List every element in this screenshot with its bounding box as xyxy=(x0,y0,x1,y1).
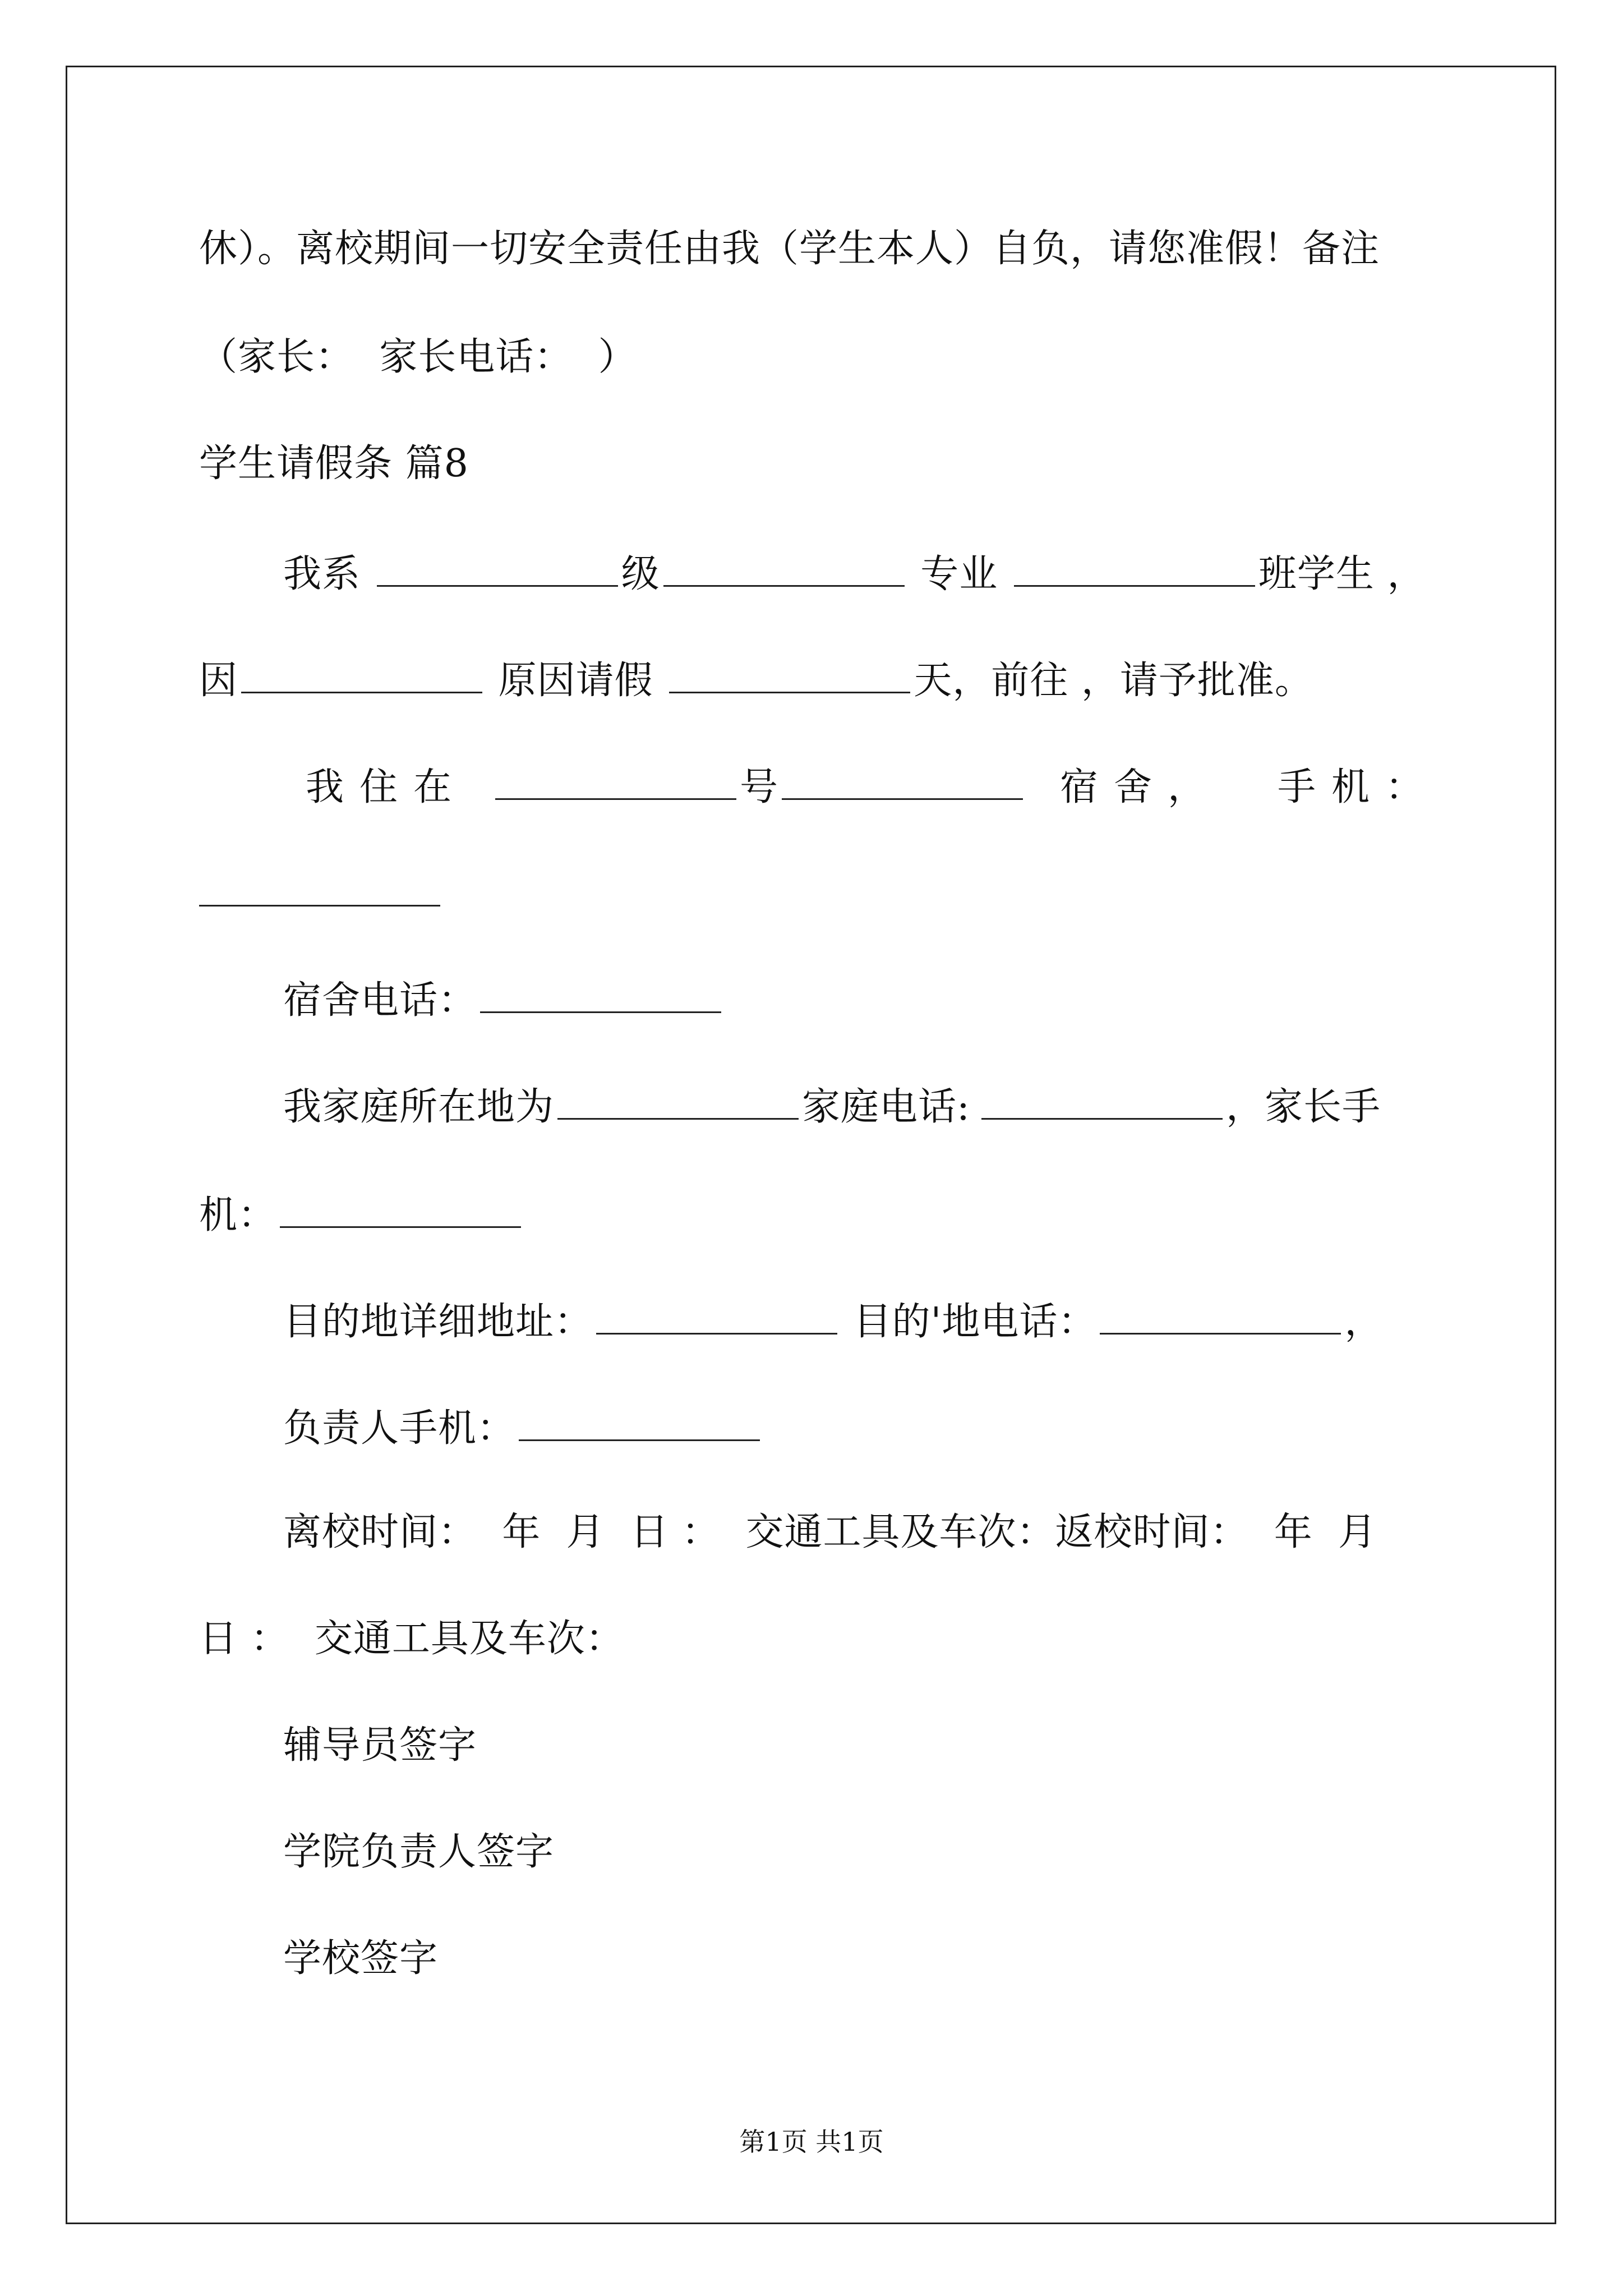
blank-destination-address xyxy=(596,1300,837,1335)
blank-days xyxy=(669,659,910,693)
signature-college: 学院负责人签字 xyxy=(283,1830,555,1874)
text-line-2: （家长： 家长电话： ） xyxy=(199,335,637,379)
label-my-department: 我系 xyxy=(283,552,374,596)
blank-destination-phone xyxy=(1100,1300,1341,1335)
text-line-home xyxy=(283,1085,1545,1129)
label-destination-address: 目的地详细地址： xyxy=(283,1300,593,1344)
label-dorm: 宿舍， xyxy=(1060,765,1222,809)
label-responsible-mobile: 负责人手机： xyxy=(283,1406,516,1451)
text-line-parent-mobile xyxy=(199,1194,1461,1235)
signature-school: 学校签字 xyxy=(283,1936,439,1981)
label-comma: ， xyxy=(1344,1300,1384,1344)
blank-responsible-mobile xyxy=(519,1407,760,1441)
section-heading: 学生请假条 篇8 xyxy=(199,441,469,486)
label-parent-mobile: ，家长手 xyxy=(1225,1085,1381,1129)
text-line-return: 日 ： 交通工具及车次： xyxy=(199,1617,624,1661)
blank-grade xyxy=(663,553,905,587)
blank-parent-mobile xyxy=(280,1194,521,1228)
blank-dorm-number xyxy=(782,766,1023,800)
label-machine: 机： xyxy=(199,1193,277,1237)
signature-counselor: 辅导员签字 xyxy=(283,1723,477,1768)
blank-building xyxy=(495,766,736,800)
page-border xyxy=(66,66,1556,2224)
text-line-dorm-phone xyxy=(283,978,1545,1023)
blank-home-phone xyxy=(981,1085,1223,1120)
text-line-destination xyxy=(283,1300,1545,1344)
blank-mobile xyxy=(199,872,440,907)
text-line-dorm xyxy=(306,766,1567,807)
text-line-reason xyxy=(199,659,1461,703)
blank-department xyxy=(377,553,618,587)
label-number: 号 xyxy=(740,765,779,809)
label-home-location: 我家庭所在地为 xyxy=(283,1085,555,1129)
text-line-responsible xyxy=(283,1406,1545,1451)
text-line-1: 休）。离校期间一切安全责任由我（学生本人）自负，请您准假！备注 xyxy=(199,227,1380,271)
blank-major xyxy=(1014,553,1255,587)
label-reason-leave: 原因请假 xyxy=(486,659,666,703)
label-because: 因 xyxy=(199,659,238,703)
page-footer: 第1页 共1页 xyxy=(739,2127,884,2157)
label-home-phone: 家庭电话: xyxy=(802,1085,970,1129)
label-dorm-phone: 宿舍电话： xyxy=(283,978,477,1023)
label-mobile: 手机： xyxy=(1278,765,1440,809)
label-class-student: 班学生 ， xyxy=(1258,552,1426,596)
text-line-leave-time: 离校时间： 年 月 日 ： 交通工具及车次：返校时间： 年 月 xyxy=(283,1510,1377,1554)
text-line-mobile-blank xyxy=(199,872,1461,913)
label-destination-phone: 目的'地电话： xyxy=(841,1300,1097,1344)
label-i-live-in: 我住在 xyxy=(306,765,468,809)
label-days-approve: 天，前往 ，请予批准。 xyxy=(914,659,1313,703)
blank-dorm-phone xyxy=(480,979,721,1013)
blank-home-location xyxy=(557,1085,799,1120)
text-line-class xyxy=(283,552,1545,596)
blank-reason xyxy=(241,659,482,693)
label-major: 专业 xyxy=(907,552,1011,596)
label-grade: 级 xyxy=(621,552,660,596)
